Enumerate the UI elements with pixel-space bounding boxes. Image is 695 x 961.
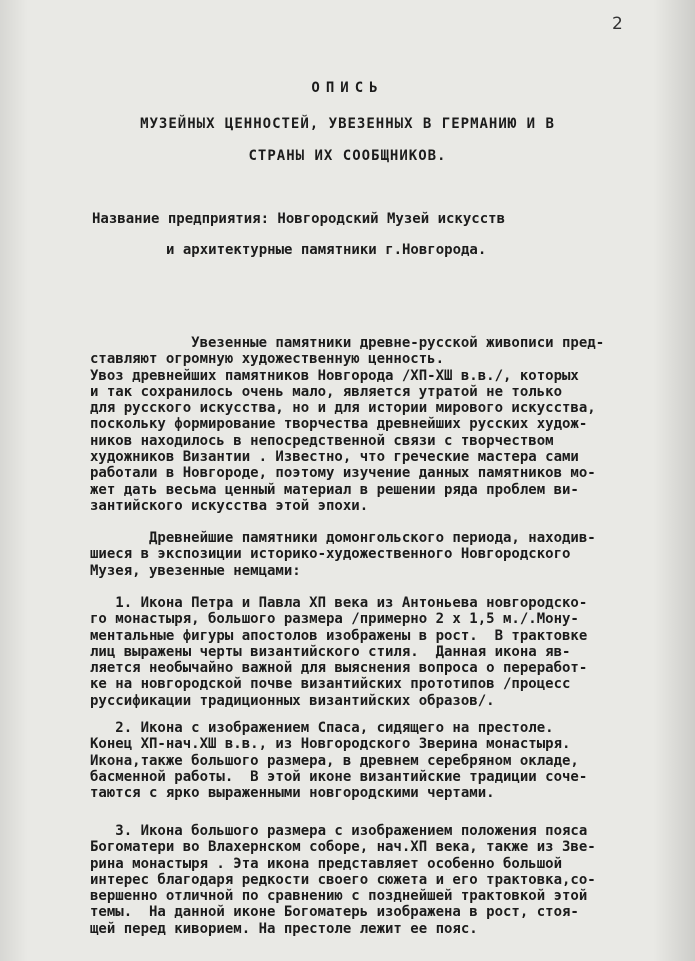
text-line: Древнейшие памятники домонгольского периода, находив- bbox=[90, 530, 596, 546]
text-line: 2. Икона с изображением Спаса, сидящего на престоле. bbox=[90, 720, 554, 736]
text-line: басменной работы. В этой иконе византийские традиции соче- bbox=[90, 768, 588, 785]
text-line: для русского искусства, но и для истории мирового искусства, bbox=[90, 400, 596, 417]
text-line: и так сохранилось очень мало, является утратой не только bbox=[90, 383, 563, 400]
paragraph-item-3 bbox=[90, 823, 665, 937]
enterprise-name-line-1: Название предприятия: Новгородский Музей искусств bbox=[92, 211, 506, 227]
text-line: ников находилось в непосредственной связи с творчеством bbox=[90, 432, 554, 449]
text-line: лиц выражены черты византийского стиля. Данная икона яв- bbox=[90, 643, 571, 660]
document-subtitle-line-1: МУЗЕЙНЫХ ЦЕННОСТЕЙ, УВЕЗЕННЫХ В ГЕРМАНИЮ И В bbox=[140, 116, 555, 132]
text-line: руссификации традиционных византийских образов/. bbox=[90, 692, 495, 709]
text-line: щей перед кивориeм. На престоле лежит ее пояс. bbox=[90, 920, 478, 937]
document-title: ОПИСЬ bbox=[311, 80, 384, 96]
text-line: шиеся в экспозиции историко-художественного Новгородского bbox=[90, 546, 571, 563]
text-line: Музея, увезенные немцами: bbox=[90, 562, 301, 579]
text-line: 3. Икона большого размера с изображением положения пояса bbox=[90, 823, 588, 839]
text-line: художников Византии . Известно, что греческие мастера сами bbox=[90, 449, 579, 466]
text-line: вершенно отличной по сравнению с позднейшей трактовкой этой bbox=[90, 888, 588, 905]
text-line: 1. Икона Петра и Павла ХП века из Антоньева новгородско- bbox=[90, 595, 588, 611]
text-line: ляется необычайно важной для выяснения вопроса о переработ- bbox=[90, 660, 588, 677]
text-line: темы. На данной иконе Богоматерь изображена в рост, стоя- bbox=[90, 904, 579, 921]
text-line: рина монастыря . Эта икона представляет особенно большой bbox=[90, 855, 563, 872]
paragraph-item-1 bbox=[90, 595, 665, 709]
text-line: Богоматери во Влахернском соборе, нач.ХП века, также из Зве- bbox=[90, 839, 596, 856]
text-line: го монастыря, большого размера /примерно 2 х 1,5 м./.Мону- bbox=[90, 611, 579, 628]
text-line: интерес благодаря редкости своего сюжета и его трактовка,со- bbox=[90, 871, 596, 888]
text-line: ке на новгородской почве византийских прототипов /процесс bbox=[90, 676, 571, 693]
text-line: поскольку формирование творчества древнейших русских худож- bbox=[90, 416, 588, 433]
text-line: зантийского искусства этой эпохи. bbox=[90, 497, 369, 514]
text-line: Увоз древнейших памятников Новгорода /ХП-ХШ в.в./, которых bbox=[90, 367, 579, 384]
paragraph-list-intro bbox=[90, 530, 665, 579]
paragraph-item-2 bbox=[90, 720, 665, 801]
document-subtitle-line-2: СТРАНЫ ИХ СООБЩНИКОВ. bbox=[248, 148, 447, 164]
page-number: 2 bbox=[612, 14, 623, 34]
text-line: работали в Новгороде, поэтому изучение данных памятников мо- bbox=[90, 465, 596, 482]
enterprise-name-line-2: и архитектурные памятники г.Новгорода. bbox=[166, 242, 487, 258]
text-line: Увезенные памятники древне-русской живописи пред- bbox=[90, 335, 605, 351]
paragraph-intro bbox=[90, 335, 665, 514]
text-line: ставляют огромную художественную ценность. bbox=[90, 351, 445, 368]
text-line: ментальные фигуры апостолов изображены в рост. В трактовке bbox=[90, 627, 588, 644]
text-line: таются с ярко выраженными новгородскими чертами. bbox=[90, 785, 495, 802]
text-line: Икона,также большого размера, в древнем серебряном окладе, bbox=[90, 752, 579, 769]
text-line: жет дать весьма ценный материал в решении ряда проблем ви- bbox=[90, 481, 579, 498]
text-line: Конец ХП-нач.ХШ в.в., из Новгородского Зверина монастыря. bbox=[90, 736, 571, 753]
